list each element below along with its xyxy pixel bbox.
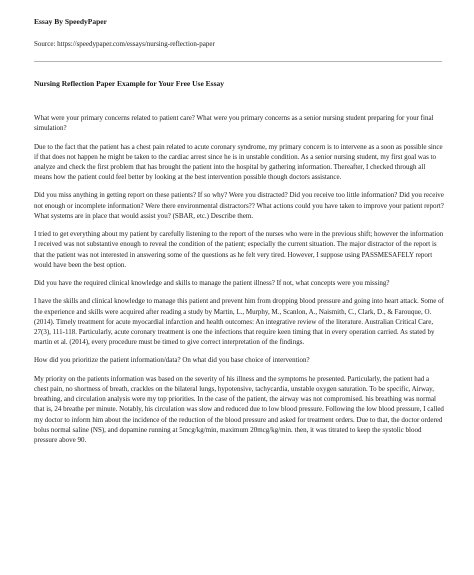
question-paragraph: Did you have the required clinical knowledge and skills to manage the patient illness? If not, what concepts were you missing? [34,279,390,288]
source-line: Source: https://speedypaper.com/essays/nursing-reflection-paper [34,40,215,48]
question-paragraph: What were your primary concerns related to patient care? What were you primary concerns as a senior nursing student preparing for your final simulation? [34,114,434,133]
answer-paragraph: I tried to get everything about my patient by carefully listening to the report of the nurses who were in the previous shift; however the information I received was not substantive enough to reveal the condition of the patient; especially the current situation. The major distractor of the report is that the patient was not interested in answering some of the questions as he felt very tired. However, I suppose using PASSMESAFELY report would have been the best option. [34,230,444,269]
question-paragraph: How did you prioritize the patient information/data? On what did you base choice of intervention? [34,356,310,365]
answer-paragraph: My priority on the patients information was based on the severity of his illness and the symptoms he presented. Particularly, the patient had a chest pain, no shortness of breath, crackles on the bilateral lungs, hypotensive, tachycardia, unstable oxygen saturation. To be specific, Airway, breathing, and circulation analysis were my top priorities. In the case of the patient, the airway was not compromised. his breathing was normal that is, 24 breathe per minute. Notably, his circulation was slow and reduced due to low blood pressure. Following the low blood pressure, I called my doctor to inform him about the incidence of the reduction of the blood pressure and asked for treatment orders. Due to that, the doctor ordered bolus normal saline (NS), and dopamine running at 5mcg/kg/min, maximum 20mcg/kg/min. then, it was titrated to keep the systolic blood pressure above 90. [34,374,444,444]
essay-body [34,113,444,453]
answer-paragraph: I have the skills and clinical knowledge to manage this patient and prevent him from dropping blood pressure and going into heart attack. Some of the experience and skills were acquired after reading a study by Martin, L., Murphy, M., Scanlon, A., Naismith, C., Clark, D., & Farouque, O. (2014). Timely treatment for acute myocardial infarction and health outcomes: An integrative review of the literature. Australian Critical Care, 27(3), 111-118. Particularly, acute coronary treatment is one the infections that require keen timing that in every operation carried. As stated by martin et al. (2014), every procedure must be timed to give correct interpretation of the findings. [34,297,444,347]
header-divider [34,61,442,62]
site-brand: Essay By SpeedyPaper [34,17,107,26]
question-paragraph: Did you miss anything in getting report on these patients? If so why? Were you distracted? Did you receive too little information? Did you receive not enough or incomplete information? Were there environmental distractors?? What actions could you have taken to improve your patient report? What systems are in place that would assist you? (SBAR, etc.) Describe them. [34,191,444,220]
essay-title: Nursing Reflection Paper Example for Your Free Use Essay [34,79,224,88]
answer-paragraph: Due to the fact that the patient has a chest pain related to acute coronary syndrome, my primary concern is to intervene as a soon as possible since if that does not happen he might be taken to the cardiac arrest since he is in unstable condition. As a senior nursing student, my first goal was to analyze and check the first problem that has brought the patient into the hospital by gathering information. Thereafter, I checked through all means how the patient could feel better by looking at the best intervention possible though doctors assistance. [34,142,443,182]
